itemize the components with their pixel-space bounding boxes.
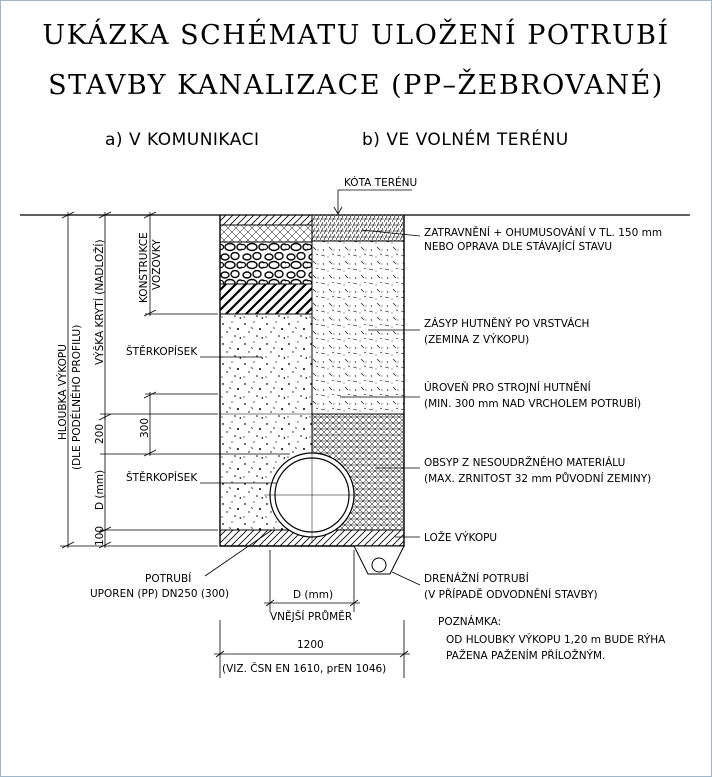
drainage-pipe-icon <box>372 558 386 572</box>
label-obsyp-2: (MAX. ZRNITOST 32 mm PŮVODNÍ ZEMINY) <box>424 473 652 485</box>
label-vnejsi-prumer: VNĚJŠÍ PRŮMĚR <box>270 611 353 623</box>
label-sterkopisek-lower: ŠTĚRKOPÍSEK <box>126 472 198 484</box>
label-uroven-2: (MIN. 300 mm NAD VRCHOLEM POTRUBÍ) <box>424 398 642 410</box>
grass-layer <box>312 215 404 241</box>
dim-300: 300 <box>139 417 151 438</box>
label-width-1200: 1200 <box>297 639 324 651</box>
label-potrubi-2: UPOREN (PP) DN250 (300) <box>90 588 230 600</box>
road-surface-layer <box>220 215 312 225</box>
label-zasyp-1: ZÁSYP HUTNĚNÝ PO VRSTVÁCH <box>424 318 590 330</box>
label-konstrukce-2: VOZOVKY <box>151 239 163 290</box>
label-konstrukce-1: KONSTRUKCE <box>138 232 150 303</box>
note-heading: POZNÁMKA: <box>438 616 502 628</box>
label-hloubka-1: HLOUBKA VÝKOPU <box>57 344 69 440</box>
road-base-layer <box>220 225 312 242</box>
label-uroven-1: ÚROVEŇ PRO STROJNÍ HUTNĚNÍ <box>424 382 591 394</box>
label-dren-2: (V PŘÍPADĚ ODVODNĚNÍ STAVBY) <box>424 589 598 601</box>
title-line-1: UKÁZKA SCHÉMATU ULOŽENÍ POTRUBÍ <box>42 20 670 51</box>
road-stone-layer <box>220 242 312 284</box>
label-zatrav-2: NEBO OPRAVA DLE STÁVAJÍCÍ STAVU <box>424 241 613 253</box>
label-sterkopisek-upper: ŠTĚRKOPÍSEK <box>126 346 198 358</box>
dim-100: 100 <box>94 525 106 546</box>
label-obsyp-1: OBSYP Z NESOUDRŽNÉHO MATERIÁLU <box>424 457 626 469</box>
label-dren-1: DRENÁŽNÍ POTRUBÍ <box>424 573 529 585</box>
note-line-1: OD HLOUBKY VÝKOPU 1,20 m BUDE RÝHA <box>446 634 666 646</box>
label-hloubka-2: (DLE PODÉLNÉHO PROFILU) <box>71 324 83 470</box>
label-d-mm: D (mm) <box>293 589 334 601</box>
label-norm: (VIZ. ČSN EN 1610, prEN 1046) <box>222 663 387 675</box>
label-kota: KÓTA TERÉNU <box>344 177 418 189</box>
label-zatrav-1: ZATRAVNĚNÍ + OHUMUSOVÁNÍ V TL. 150 mm <box>424 227 663 239</box>
subtitle-road: a) V KOMUNIKACI <box>105 130 260 150</box>
subtitle-open-terrain: b) VE VOLNÉM TERÉNU <box>362 130 569 150</box>
backfill-layer <box>312 241 404 414</box>
label-loze: LOŽE VÝKOPU <box>424 532 498 544</box>
label-zasyp-2: (ZEMINA Z VÝKOPU) <box>424 334 530 346</box>
title-line-2: STAVBY KANALIZACE (PP–ŽEBROVANÉ) <box>48 70 664 101</box>
dim-d-mm: D (mm) <box>94 469 106 510</box>
road-subbase-layer <box>220 284 312 314</box>
note-line-2: PAŽENA PAŽENÍM PŘÍLOŽNÝM. <box>446 650 606 662</box>
dim-200: 200 <box>94 423 106 444</box>
label-potrubi-1: POTRUBÍ <box>145 573 192 585</box>
label-vyska-kryti: VÝŠKA KRYTÍ (NADLOŽÍ) <box>94 239 106 365</box>
